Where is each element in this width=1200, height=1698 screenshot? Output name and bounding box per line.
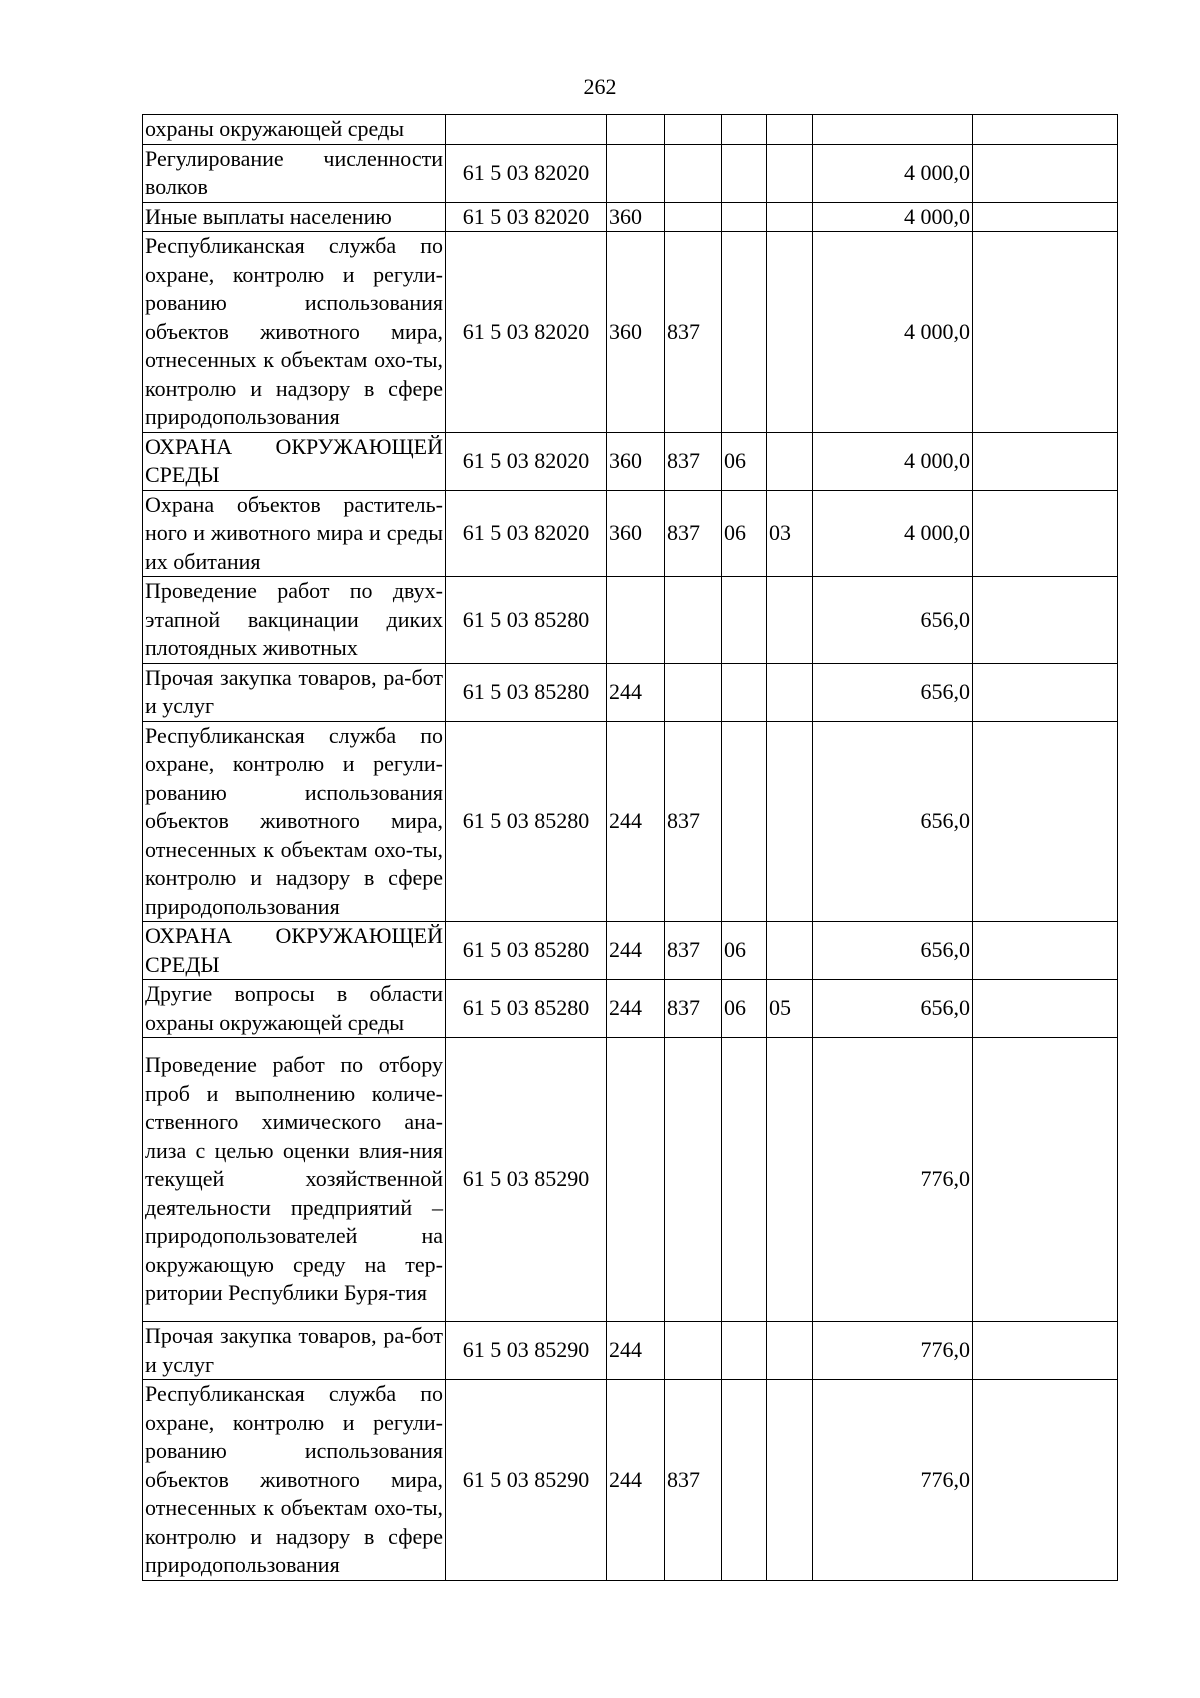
empty-cell: [973, 1380, 1118, 1581]
row-name-cell: Проведение работ по двух-этапной вакцинации диких плотоядных животных: [143, 577, 446, 664]
table-row: [143, 144, 1118, 202]
subsection-code-cell: 05: [767, 980, 813, 1038]
expense-type-cell: [607, 577, 665, 664]
expense-type-cell: 244: [607, 1322, 665, 1380]
target-code-cell: 61 5 03 85290: [446, 1322, 607, 1380]
subsection-code-cell: [767, 577, 813, 664]
row-name-cell: Регулирование численности волков: [143, 144, 446, 202]
target-code-cell: 61 5 03 85280: [446, 577, 607, 664]
amount-cell: 656,0: [813, 663, 973, 721]
amount-cell: 4 000,0: [813, 432, 973, 490]
row-name-cell: Республиканская служба по охране, контролю и регули-рованию использования объектов животного мира, отнесенных к объектам охо-ты, контролю и надзору в сфере природопользования: [143, 1380, 446, 1581]
table-row: [143, 1322, 1118, 1380]
subsection-code-cell: [767, 115, 813, 145]
empty-cell: [973, 577, 1118, 664]
target-code-cell: 61 5 03 82020: [446, 144, 607, 202]
amount-cell: 656,0: [813, 980, 973, 1038]
subsection-code-cell: [767, 432, 813, 490]
row-name-cell: Проведение работ по отбору проб и выполнению количе-ственного химического ана-лиза с целью оценки влия-ния текущей хозяйственной деятельности предприятий – природопользователей на окружающую среду на тер-ритории Республики Буря-тия: [143, 1038, 446, 1322]
ministry-code-cell: 837: [665, 232, 722, 433]
target-code-cell: 61 5 03 82020: [446, 432, 607, 490]
target-code-cell: 61 5 03 85280: [446, 922, 607, 980]
amount-cell: 776,0: [813, 1038, 973, 1322]
expense-type-cell: 244: [607, 922, 665, 980]
target-code-cell: 61 5 03 85280: [446, 721, 607, 922]
table-row: [143, 721, 1118, 922]
subsection-code-cell: [767, 202, 813, 232]
target-code-cell: 61 5 03 85280: [446, 980, 607, 1038]
expense-type-cell: 244: [607, 663, 665, 721]
table-row: [143, 1380, 1118, 1581]
table-row: [143, 663, 1118, 721]
target-code-cell: 61 5 03 85290: [446, 1038, 607, 1322]
table-row: [143, 432, 1118, 490]
ministry-code-cell: [665, 663, 722, 721]
table-row: [143, 202, 1118, 232]
amount-cell: 4 000,0: [813, 144, 973, 202]
row-name-cell: Другие вопросы в области охраны окружающей среды: [143, 980, 446, 1038]
row-name-cell: Республиканская служба по охране, контролю и регули-рованию использования объектов животного мира, отнесенных к объектам охо-ты, контролю и надзору в сфере природопользования: [143, 232, 446, 433]
ministry-code-cell: [665, 577, 722, 664]
section-code-cell: [722, 1038, 767, 1322]
target-code-cell: 61 5 03 82020: [446, 202, 607, 232]
target-code-cell: 61 5 03 82020: [446, 232, 607, 433]
table-row: [143, 232, 1118, 433]
subsection-code-cell: 03: [767, 490, 813, 577]
empty-cell: [973, 980, 1118, 1038]
empty-cell: [973, 115, 1118, 145]
ministry-code-cell: 837: [665, 922, 722, 980]
table-row: [143, 577, 1118, 664]
subsection-code-cell: [767, 663, 813, 721]
table-row: [143, 490, 1118, 577]
section-code-cell: [722, 232, 767, 433]
ministry-code-cell: [665, 1322, 722, 1380]
ministry-code-cell: 837: [665, 980, 722, 1038]
row-name-cell: Республиканская служба по охране, контролю и регули-рованию использования объектов животного мира, отнесенных к объектам охо-ты, контролю и надзору в сфере природопользования: [143, 721, 446, 922]
expense-type-cell: 244: [607, 980, 665, 1038]
ministry-code-cell: 837: [665, 490, 722, 577]
expense-type-cell: 360: [607, 202, 665, 232]
expense-type-cell: 360: [607, 490, 665, 577]
section-code-cell: [722, 721, 767, 922]
ministry-code-cell: 837: [665, 432, 722, 490]
row-name-cell: охраны окружающей среды: [143, 115, 446, 145]
target-code-cell: 61 5 03 85290: [446, 1380, 607, 1581]
amount-cell: 656,0: [813, 577, 973, 664]
table-body: [143, 115, 1118, 1581]
table-row: [143, 1038, 1118, 1322]
section-code-cell: [722, 663, 767, 721]
amount-cell: 656,0: [813, 721, 973, 922]
target-code-cell: 61 5 03 82020: [446, 490, 607, 577]
expense-type-cell: 360: [607, 232, 665, 433]
section-code-cell: 06: [722, 490, 767, 577]
row-name-cell: ОХРАНА ОКРУЖАЮЩЕЙ СРЕДЫ: [143, 922, 446, 980]
ministry-code-cell: [665, 1038, 722, 1322]
ministry-code-cell: [665, 115, 722, 145]
expense-type-cell: 244: [607, 1380, 665, 1581]
subsection-code-cell: [767, 922, 813, 980]
row-name-cell: Прочая закупка товаров, ра-бот и услуг: [143, 1322, 446, 1380]
empty-cell: [973, 144, 1118, 202]
target-code-cell: [446, 115, 607, 145]
empty-cell: [973, 232, 1118, 433]
row-name-cell: Прочая закупка товаров, ра-бот и услуг: [143, 663, 446, 721]
section-code-cell: [722, 202, 767, 232]
target-code-cell: 61 5 03 85280: [446, 663, 607, 721]
table-row: [143, 922, 1118, 980]
empty-cell: [973, 922, 1118, 980]
subsection-code-cell: [767, 232, 813, 433]
amount-cell: [813, 115, 973, 145]
table-row: [143, 980, 1118, 1038]
amount-cell: 776,0: [813, 1380, 973, 1581]
amount-cell: 776,0: [813, 1322, 973, 1380]
row-name-cell: Иные выплаты населению: [143, 202, 446, 232]
empty-cell: [973, 721, 1118, 922]
page-number: 262: [583, 74, 617, 99]
expense-type-cell: 244: [607, 721, 665, 922]
table-row: [143, 115, 1118, 145]
empty-cell: [973, 490, 1118, 577]
section-code-cell: [722, 144, 767, 202]
empty-cell: [973, 1038, 1118, 1322]
amount-cell: 4 000,0: [813, 232, 973, 433]
expense-type-cell: [607, 1038, 665, 1322]
ministry-code-cell: 837: [665, 721, 722, 922]
ministry-code-cell: [665, 202, 722, 232]
empty-cell: [973, 1322, 1118, 1380]
subsection-code-cell: [767, 1038, 813, 1322]
section-code-cell: [722, 1380, 767, 1581]
section-code-cell: [722, 577, 767, 664]
budget-table: [142, 114, 1118, 1581]
empty-cell: [973, 432, 1118, 490]
ministry-code-cell: [665, 144, 722, 202]
amount-cell: 656,0: [813, 922, 973, 980]
section-code-cell: 06: [722, 432, 767, 490]
empty-cell: [973, 202, 1118, 232]
section-code-cell: [722, 115, 767, 145]
expense-type-cell: [607, 144, 665, 202]
section-code-cell: [722, 1322, 767, 1380]
section-code-cell: 06: [722, 980, 767, 1038]
subsection-code-cell: [767, 1322, 813, 1380]
subsection-code-cell: [767, 1380, 813, 1581]
row-name-cell: Охрана объектов раститель-ного и животного мира и среды их обитания: [143, 490, 446, 577]
amount-cell: 4 000,0: [813, 490, 973, 577]
subsection-code-cell: [767, 721, 813, 922]
ministry-code-cell: 837: [665, 1380, 722, 1581]
subsection-code-cell: [767, 144, 813, 202]
empty-cell: [973, 663, 1118, 721]
amount-cell: 4 000,0: [813, 202, 973, 232]
row-name-cell: ОХРАНА ОКРУЖАЮЩЕЙ СРЕДЫ: [143, 432, 446, 490]
section-code-cell: 06: [722, 922, 767, 980]
expense-type-cell: [607, 115, 665, 145]
expense-type-cell: 360: [607, 432, 665, 490]
